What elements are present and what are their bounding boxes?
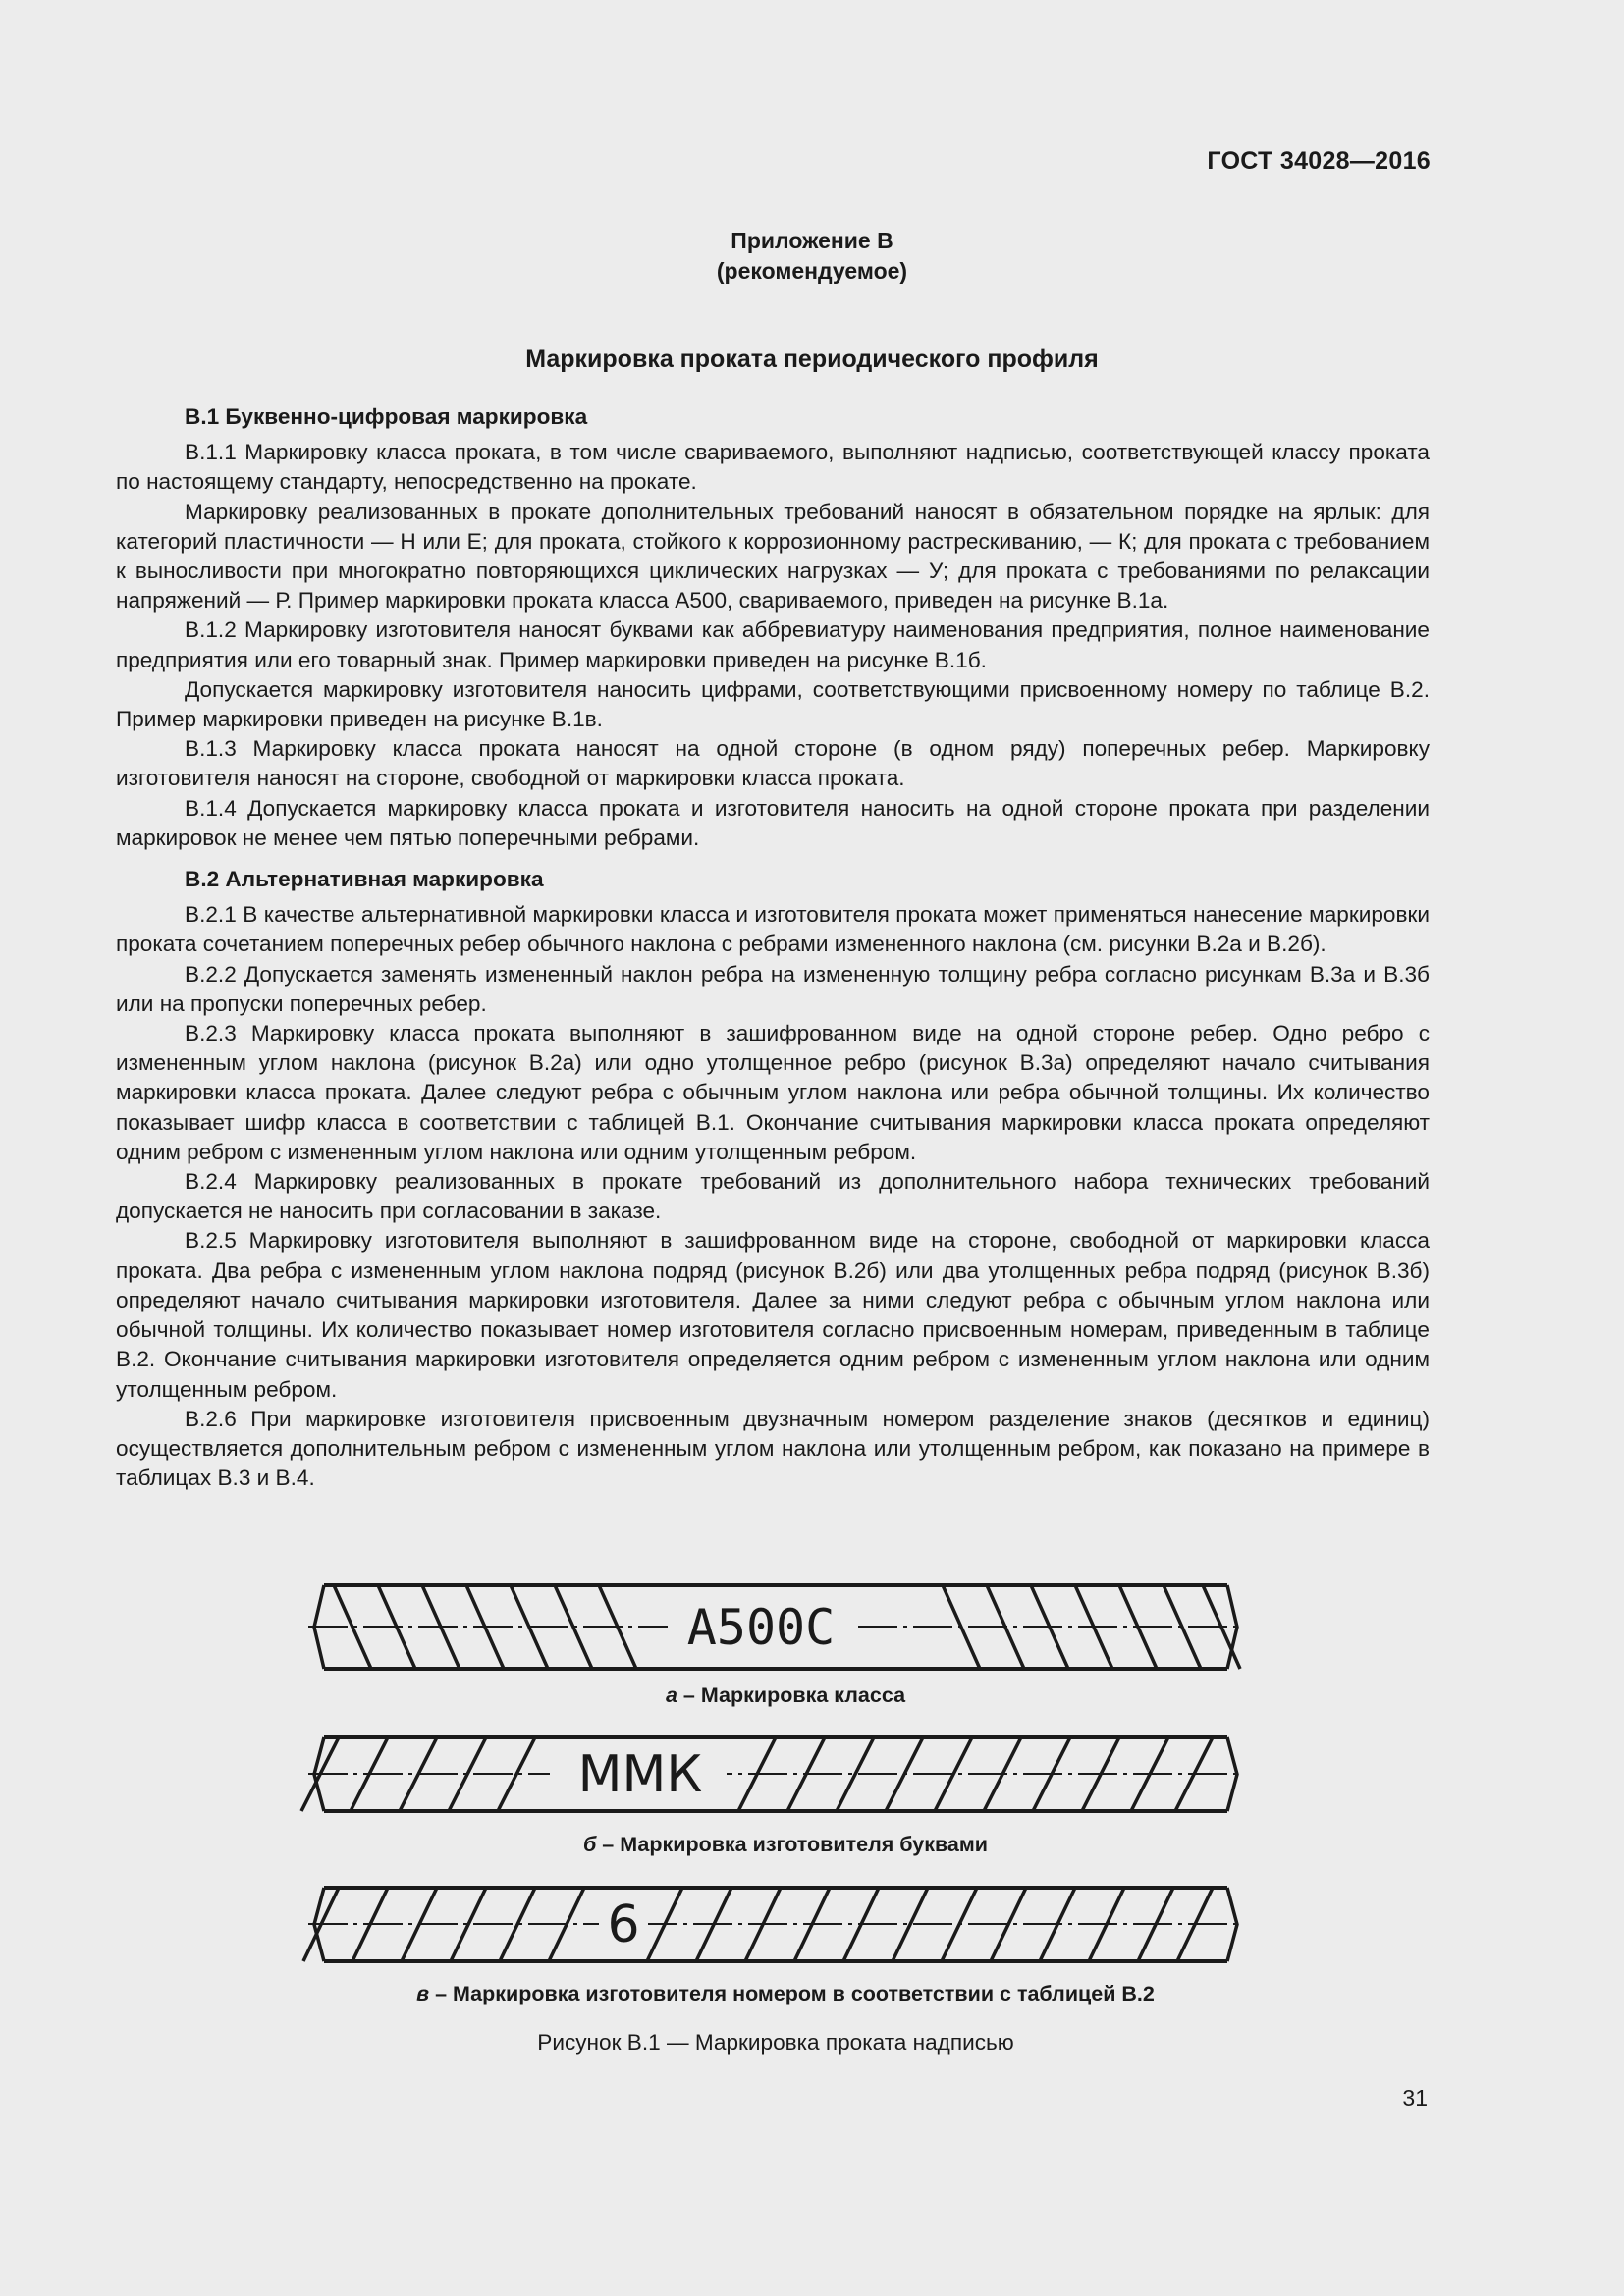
rebar-drawings bbox=[295, 1575, 1276, 2007]
bar-label-class: А500С bbox=[686, 1599, 836, 1656]
section-heading-b2: В.2 Альтернативная маркировка bbox=[185, 867, 544, 892]
paragraph-b1-4: В.1.4 Допускается маркировку класса проката и изготовителя наносить на одной стороне проката при разделении маркировок не менее чем пятью поперечными ребрами. bbox=[116, 795, 1430, 850]
figure-b1 bbox=[295, 1575, 1276, 2066]
paragraph-b2-5: В.2.5 Маркировку изготовителя выполняют в зашифрованном виде на стороне, свободной от маркировки класса проката. Два ребра с измененным углом наклона подряд (рисунок В.2б) или два утолщенных ребра подряд (рисунок В.3б) определяют начало считывания маркировки изготовителя. Далее за ними следуют ребра с обычным углом наклона или обычной толщины. Их количество показывает номер изготовителя согласно присвоенным номерам, приведенным в таблице В.2. Окончание считывания маркировки изготовителя определяется одним ребром с измененным углом наклона или одним утолщенным ребром. bbox=[116, 1228, 1430, 1402]
subcaption-b-text: – Маркировка изготовителя буквами bbox=[596, 1833, 988, 1856]
paragraph-b2-2: В.2.2 Допускается заменять измененный наклон ребра на измененную толщину ребра согласно рисункам В.3а и В.3б или на пропуски поперечных ребер. bbox=[116, 961, 1430, 1016]
rebar-manufacturer-letters bbox=[301, 1737, 1242, 1811]
rebar-class-marking bbox=[308, 1585, 1242, 1669]
bar-label-letters: ММК bbox=[577, 1745, 703, 1804]
paragraph-b1-1b: Маркировку реализованных в прокате дополнительных требований наносят в обязательном порядке на ярлык: для категорий пластичности — Н или Е; для проката, стойкого к коррозионному растрескиванию, — К; для проката с требованием к выносливости при многократно повторяющихся циклических нагрузках — У; для проката с требованиями по релаксации напряжений — Р. Пример маркировки проката класса А500, свариваемого, приведен на рисунке В.1а. bbox=[116, 499, 1430, 614]
paragraph-b2-6: В.2.6 При маркировке изготовителя присвоенным двузначным номером разделение знаков (десятков и единиц) осуществляется дополнительным ребром с измененным углом наклона или утолщенным ребром, как показано на примере в таблицах В.3 и В.4. bbox=[116, 1406, 1430, 1491]
annex-heading bbox=[0, 226, 1624, 287]
subcaption-b bbox=[295, 1833, 1276, 1857]
annex-title: Приложение В bbox=[731, 228, 893, 253]
subcaption-b-letter: б bbox=[582, 1833, 597, 1856]
paragraph-b1-1: В.1.1 Маркировку класса проката, в том числе свариваемого, выполняют надписью, соответствующей классу проката по настоящему стандарту, непосредственно на прокате. bbox=[116, 440, 1430, 495]
bar-label-number: 6 bbox=[607, 1896, 640, 1954]
paragraph-b1-3: В.1.3 Маркировку класса проката наносят на одной стороне (в одном ряду) поперечных ребер. Маркировку изготовителя наносят на стороне, свободной от маркировки класса проката. bbox=[116, 736, 1430, 791]
paragraph-b2-3: В.2.3 Маркировку класса проката выполняют в зашифрованном виде на одной стороне ребер. Одно ребро с измененным углом наклона (рисунок В.2а) или одно утолщенное ребро (рисунок В.3а) определяют начало считывания маркировки класса проката. Далее следуют ребра с обычным углом наклона или ребра обычной толщины. Их количество показывает шифр класса в соответствии с таблицей В.1. Окончание считывания маркировки класса проката определяют одним ребром с измененным углом наклона или одним утолщенным ребром. bbox=[116, 1021, 1430, 1164]
section-heading-b1: В.1 Буквенно-цифровая маркировка bbox=[185, 404, 588, 429]
subcaption-c-letter: в bbox=[416, 1982, 430, 2005]
rebar-manufacturer-number bbox=[303, 1888, 1242, 1961]
subcaption-a-text: – Маркировка класса bbox=[677, 1683, 906, 1707]
bar-right-end bbox=[1227, 1737, 1237, 1811]
bar-right-end bbox=[1227, 1888, 1237, 1961]
subcaption-c-text: – Маркировка изготовителя номером в соответствии с таблицей В.2 bbox=[429, 1982, 1155, 2005]
paragraph-b1-2b: Допускается маркировку изготовителя наносить цифрами, соответствующими присвоенному номеру по таблице В.2. Пример маркировки приведен на рисунке В.1в. bbox=[116, 676, 1430, 732]
paragraph-b2-1: В.2.1 В качестве альтернативной маркировки класса и изготовителя проката может применяться нанесение маркировки проката сочетанием поперечных ребер обычного наклона с ребрами измененного наклона (см. рисунки В.2а и В.2б). bbox=[116, 902, 1430, 957]
standard-designation: ГОСТ 34028—2016 bbox=[1207, 147, 1431, 175]
subcaption-c bbox=[295, 1982, 1276, 2006]
paragraph-b1-2: В.1.2 Маркировку изготовителя наносят буквами как аббревиатуру наименования предприятия, полное наименование предприятия или его товарный знак. Пример маркировки приведен на рисунке В.1б. bbox=[116, 617, 1430, 672]
paragraph-b2-4: В.2.4 Маркировку реализованных в прокате требований из дополнительного набора технических требований допускается не наносить при согласовании в заказе. bbox=[116, 1169, 1430, 1224]
page-number: 31 bbox=[1402, 2085, 1428, 2110]
subcaption-a-letter: а bbox=[665, 1683, 677, 1707]
document-body bbox=[116, 402, 1430, 1493]
subcaption-a bbox=[295, 1683, 1276, 1708]
annex-status: (рекомендуемое) bbox=[716, 258, 908, 284]
document-title: Маркировка проката периодического профиля bbox=[525, 346, 1099, 373]
figure-caption: Рисунок В.1 — Маркировка проката надписью bbox=[537, 2030, 1014, 2055]
